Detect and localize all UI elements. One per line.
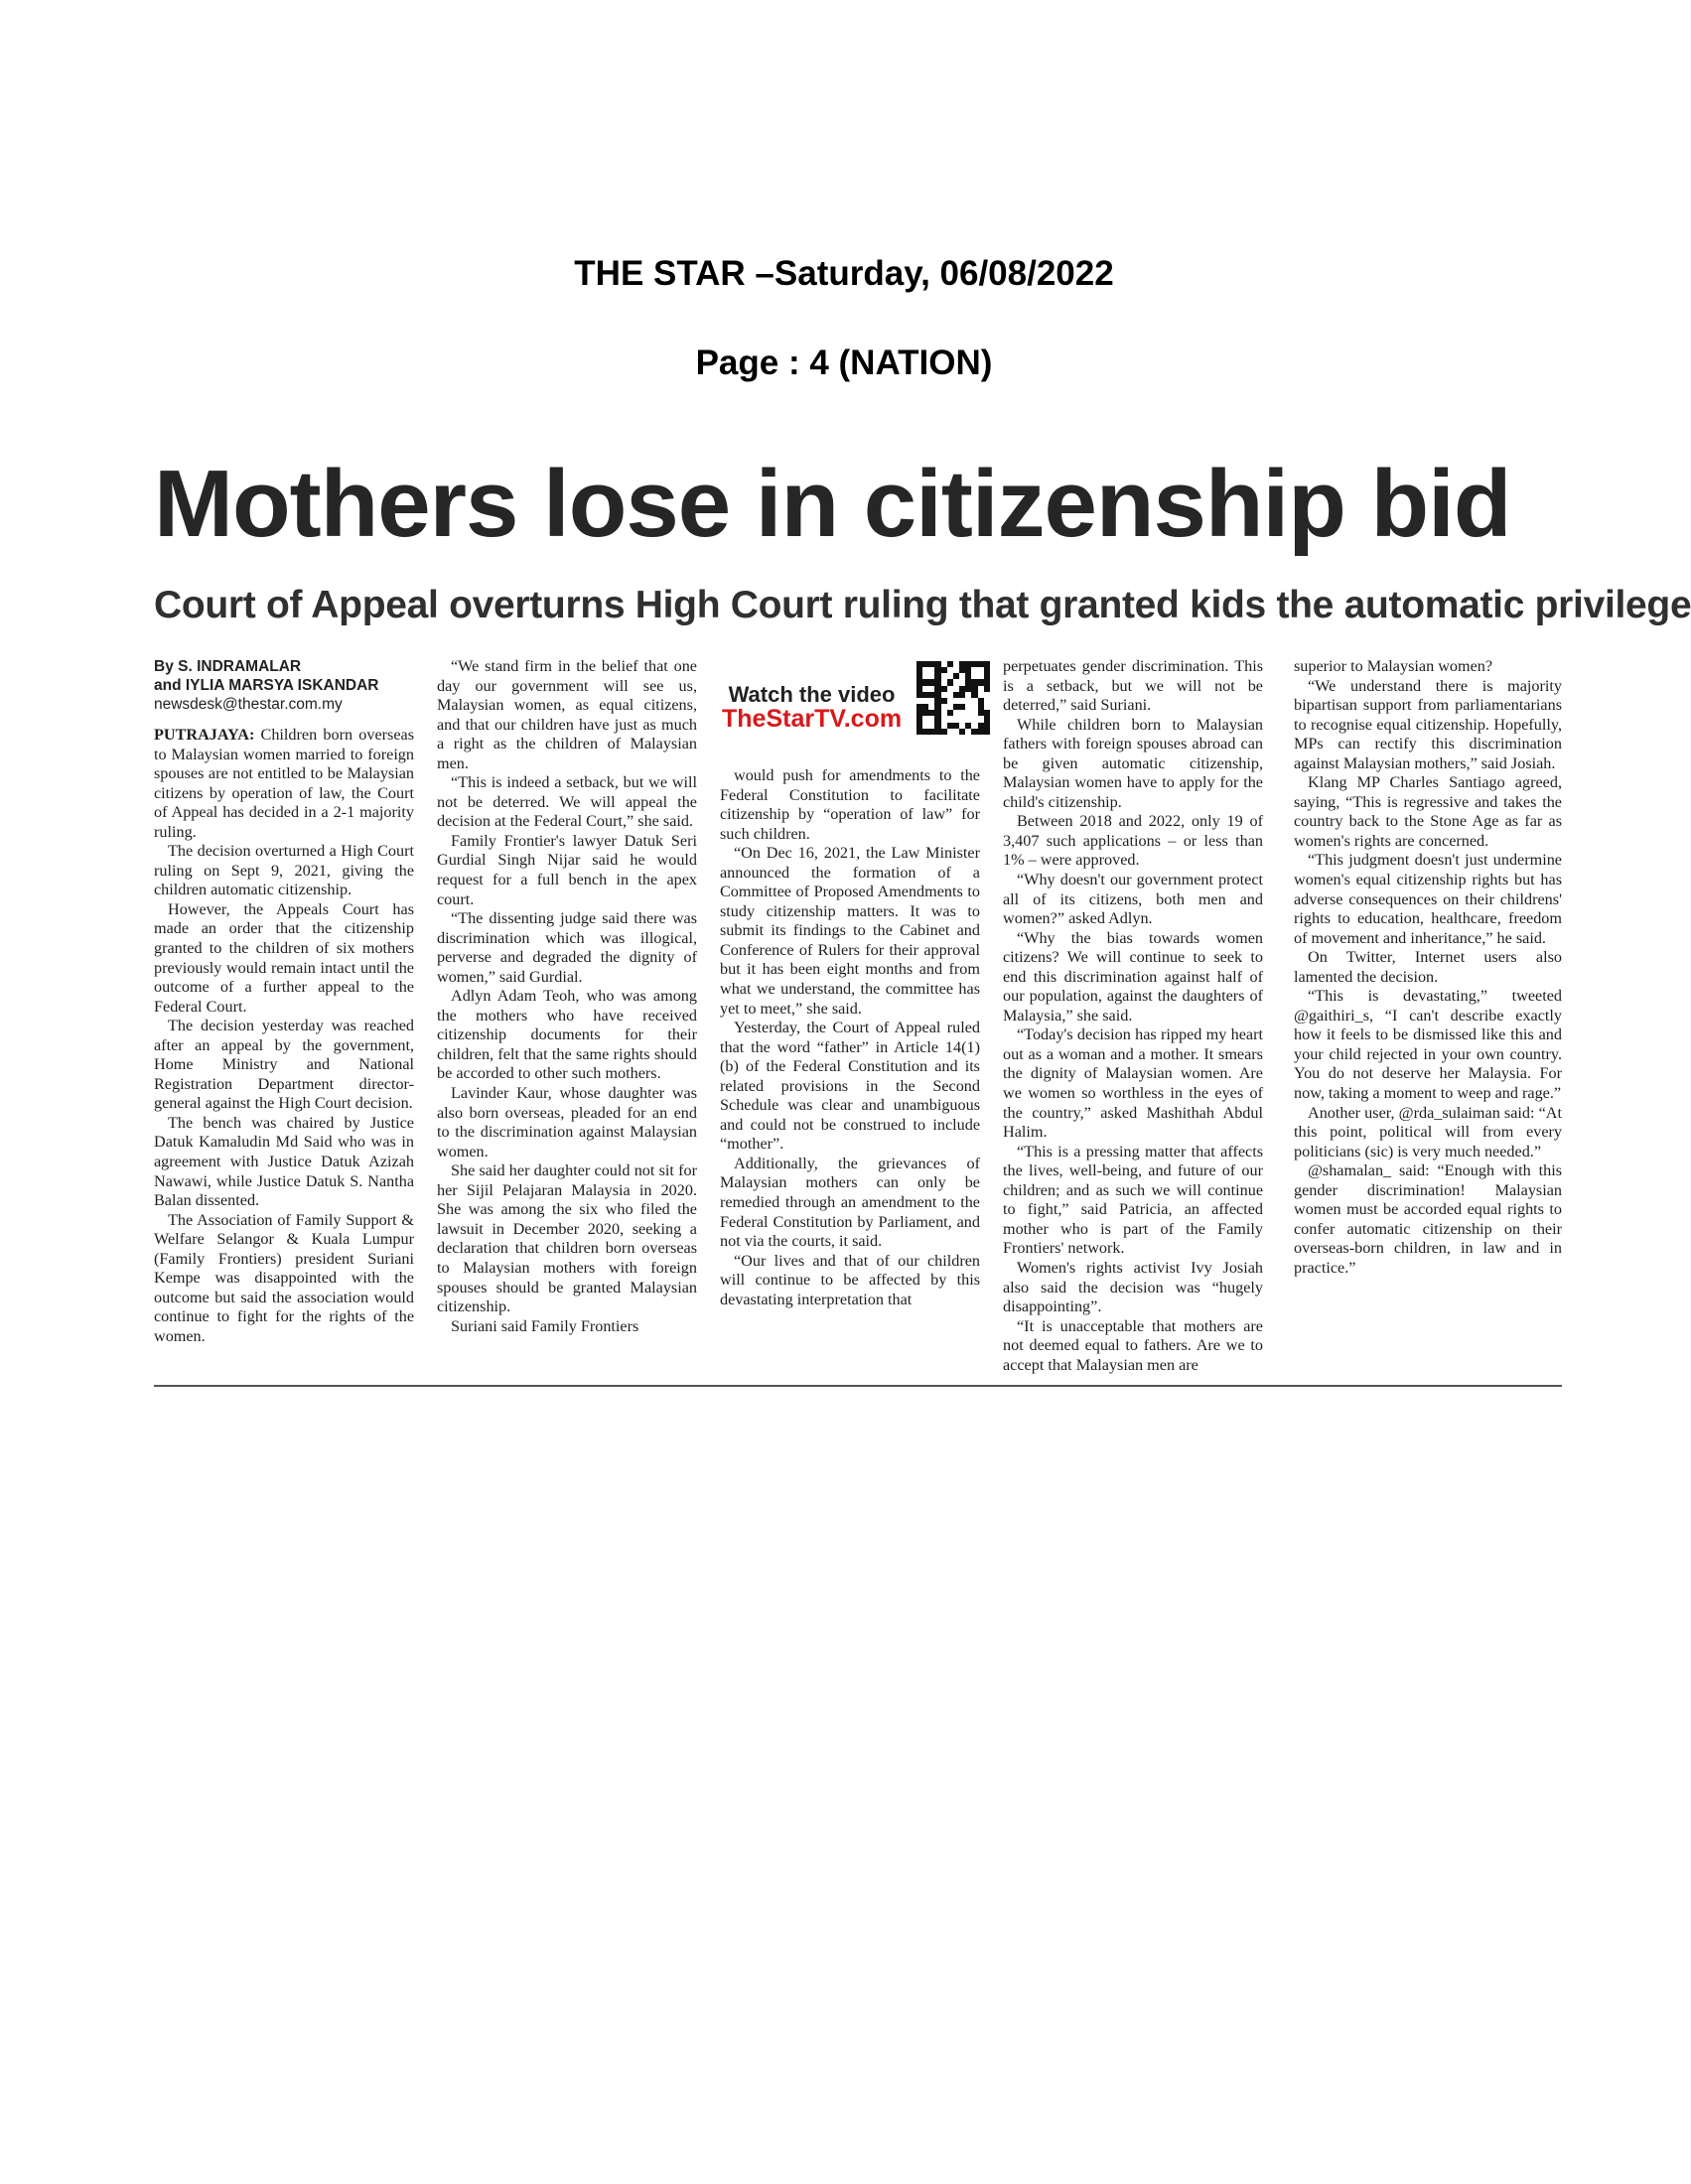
paragraph: She said her daughter could not sit for her Sijil Pelajaran Malaysia in 2020. She was among the six who filed the lawsuit in December 2020, seeking a declaration that children born overseas to Malaysian mothers with foreign spouses should be granted Malaysian citizenship. xyxy=(437,1161,697,1316)
paragraph: “The dissenting judge said there was discrimination which was illogical, perverse and degraded the dignity of women,” said Gurdial. xyxy=(437,909,697,986)
paragraph: “It is unacceptable that mothers are not deemed equal to fathers. Are we to accept that Malaysian men are xyxy=(1003,1316,1263,1374)
paragraph: The bench was chaired by Justice Datuk Kamaludin Md Said who was in agreement with Justice Datuk Azizah Nawawi, while Justice Datuk S. Nantha Balan dissented. xyxy=(154,1113,414,1210)
lead-text: Children born overseas to Malaysian women married to foreign spouses are not entitled to be Malaysian citizens by operation of law, the Court of Appeal has decided in a 2-1 majority ruling. xyxy=(154,726,414,841)
qr-module xyxy=(984,729,990,735)
dateline: PUTRAJAYA: xyxy=(154,726,255,744)
video-promo[interactable] xyxy=(720,657,980,766)
paragraph: Another user, @rda_sulaiman said: “At this point, political will from every politicians (sic) is very much needed.” xyxy=(1294,1103,1562,1160)
paragraph: “Our lives and that of our children will continue to be affected by this devastating interpretation that xyxy=(720,1251,980,1308)
paragraph: Klang MP Charles Santiago agreed, saying, “This is regressive and takes the country back to the Stone Age as far as women's rights are concerned. xyxy=(1294,773,1562,850)
column-1 xyxy=(154,657,414,1357)
paragraph: “Today's decision has ripped my heart out as a woman and a mother. It smears the dignity of Malaysian women. Are we women so worthless in the eyes of the country,” asked Mashithah Abdul Halim. xyxy=(1003,1025,1263,1142)
byline-author-2: and IYLIA MARSYA ISKANDAR xyxy=(154,677,379,694)
paragraph: Yesterday, the Court of Appeal ruled that the word “father” in Article 14(1)(b) of the Federal Constitution and its related provisions in the Second Schedule was clear and unambiguous and could not be construed to include “mother”. xyxy=(720,1019,980,1154)
paragraph: However, the Appeals Court has made an order that the citizenship granted to the children of six mothers previously would remain intact until the outcome of a further appeal to the Federal Court. xyxy=(154,899,414,1016)
paragraph: Women's rights activist Ivy Josiah also said the decision was “hugely disappointing”. xyxy=(1003,1258,1263,1316)
column-3 xyxy=(720,657,980,1357)
paragraph: The Association of Family Support & Welfare Selangor & Kuala Lumpur (Family Frontiers) president Suriani Kempe was disappointed with the outcome but said the association would continue to fight for the rights of the women. xyxy=(154,1210,414,1345)
bottom-rule-divider xyxy=(154,1385,1562,1387)
article-body xyxy=(154,657,1562,1374)
column-4 xyxy=(1003,657,1263,1374)
lead-paragraph xyxy=(154,726,414,842)
paragraph: @shamalan_ said: “Enough with this gender discrimination! Malaysian women must be accorded equal rights to confer automatic citizenship on their overseas-born children, in law and in practice.” xyxy=(1294,1161,1562,1277)
paragraph: The decision overturned a High Court ruling on Sept 9, 2021, giving the children automatic citizenship. xyxy=(154,842,414,899)
clipping-header-page: Page : 4 (NATION) xyxy=(695,343,993,382)
paragraph: “On Dec 16, 2021, the Law Minister announced the formation of a Committee of Proposed Amendments to study citizenship matters. It was to submit its findings to the Cabinet and Conference of Rulers for their approval but it has been eight months and from what we understand, the committee has yet to meet,” she said. xyxy=(720,844,980,1018)
paragraph: “This is indeed a setback, but we will not be deterred. We will appeal the decision at the Federal Court,” she said. xyxy=(437,773,697,831)
clipping-header-title: THE STAR –Saturday, 06/08/2022 xyxy=(574,254,1114,293)
paragraph: “We understand there is majority bipartisan support from parliamentarians to recognise equal citizenship. Hopefully, MPs can rectify this discrimination against Malaysian mothers,” said Josiah. xyxy=(1294,676,1562,772)
byline xyxy=(154,657,414,714)
paragraph: “We stand firm in the belief that one day our government will see us, Malaysian women, as equal citizens, and that our children have just as much a right as the children of Malaysian men. xyxy=(437,657,697,772)
paragraph: would push for amendments to the Federal Constitution to facilitate citizenship by “operation of law” for such children. xyxy=(720,766,980,843)
paragraph: While children born to Malaysian fathers with foreign spouses abroad can be given automatic citizenship, Malaysian women have to apply for the child's citizenship. xyxy=(1003,715,1263,811)
paragraph: Suriani said Family Frontiers xyxy=(451,1316,639,1335)
paragraph: “Why doesn't our government protect all of its citizens, both men and women?” asked Adlyn. xyxy=(1003,871,1263,928)
paragraph: Adlyn Adam Teoh, who was among the mothers who have received citizenship documents for their children, felt that the same rights should be accorded to other such mothers. xyxy=(437,987,697,1083)
paragraph: Between 2018 and 2022, only 19 of 3,407 such applications – or less than 1% – were approved. xyxy=(1003,812,1263,870)
column-2 xyxy=(437,657,697,1357)
paragraph: On Twitter, Internet users also lamented the decision. xyxy=(1294,948,1562,986)
paragraph: perpetuates gender discrimination. This is a setback, but we will not be deterred,” said Suriani. xyxy=(1003,657,1263,715)
paragraph: superior to Malaysian women? xyxy=(1294,657,1493,675)
subheadline: Court of Appeal overturns High Court ruling that granted kids the automatic privilege xyxy=(154,584,1691,626)
byline-author-1: By S. INDRAMALAR xyxy=(154,658,302,675)
video-promo-text xyxy=(722,683,902,732)
paragraph: The decision yesterday was reached after an appeal by the government, Home Ministry and National Registration Department director-general against the High Court decision. xyxy=(154,1017,414,1113)
paragraph: Family Frontier's lawyer Datuk Seri Gurdial Singh Nijar said he would request for a full bench in the apex court. xyxy=(437,831,697,908)
column-5 xyxy=(1294,657,1562,1357)
paragraph: “This is devastating,” tweeted @gaithiri_s, “I can't describe exactly how it feels to be dismissed like this and your child rejected in your own country. You do not deserve her Malaysia. For now, taking a moment to weep and rage.” xyxy=(1294,987,1562,1103)
watch-video-label: Watch the video xyxy=(728,682,896,707)
paragraph: “Why the bias towards women citizens? We will continue to seek to end this discrimination against half of our population, against the daughters of Malaysia,” she said. xyxy=(1003,928,1263,1024)
paragraph: Additionally, the grievances of Malaysian mothers can only be remedied through an amendment to the Federal Constitution by Parliament, and not via the courts, it said. xyxy=(720,1154,980,1251)
paragraph: Lavinder Kaur, whose daughter was also born overseas, pleaded for an end to the discrimination against Malaysian women. xyxy=(437,1084,697,1160)
paragraph: “This is a pressing matter that affects the lives, well-being, and future of our children; and as such we will continue to fight,” said Patricia, an affected mother who is part of the Family Frontiers' network. xyxy=(1003,1142,1263,1258)
headline: Mothers lose in citizenship bid xyxy=(154,451,1511,557)
qr-code-icon[interactable] xyxy=(916,661,990,735)
paragraph: “This judgment doesn't just undermine women's equal citizenship rights but has adverse consequences on their childrens' rights to education, healthcare, freedom of movement and inheritance,” he said. xyxy=(1294,851,1562,947)
byline-email: newsdesk@thestar.com.my xyxy=(154,696,343,713)
thestartv-link[interactable]: TheStarTV.com xyxy=(722,705,903,734)
